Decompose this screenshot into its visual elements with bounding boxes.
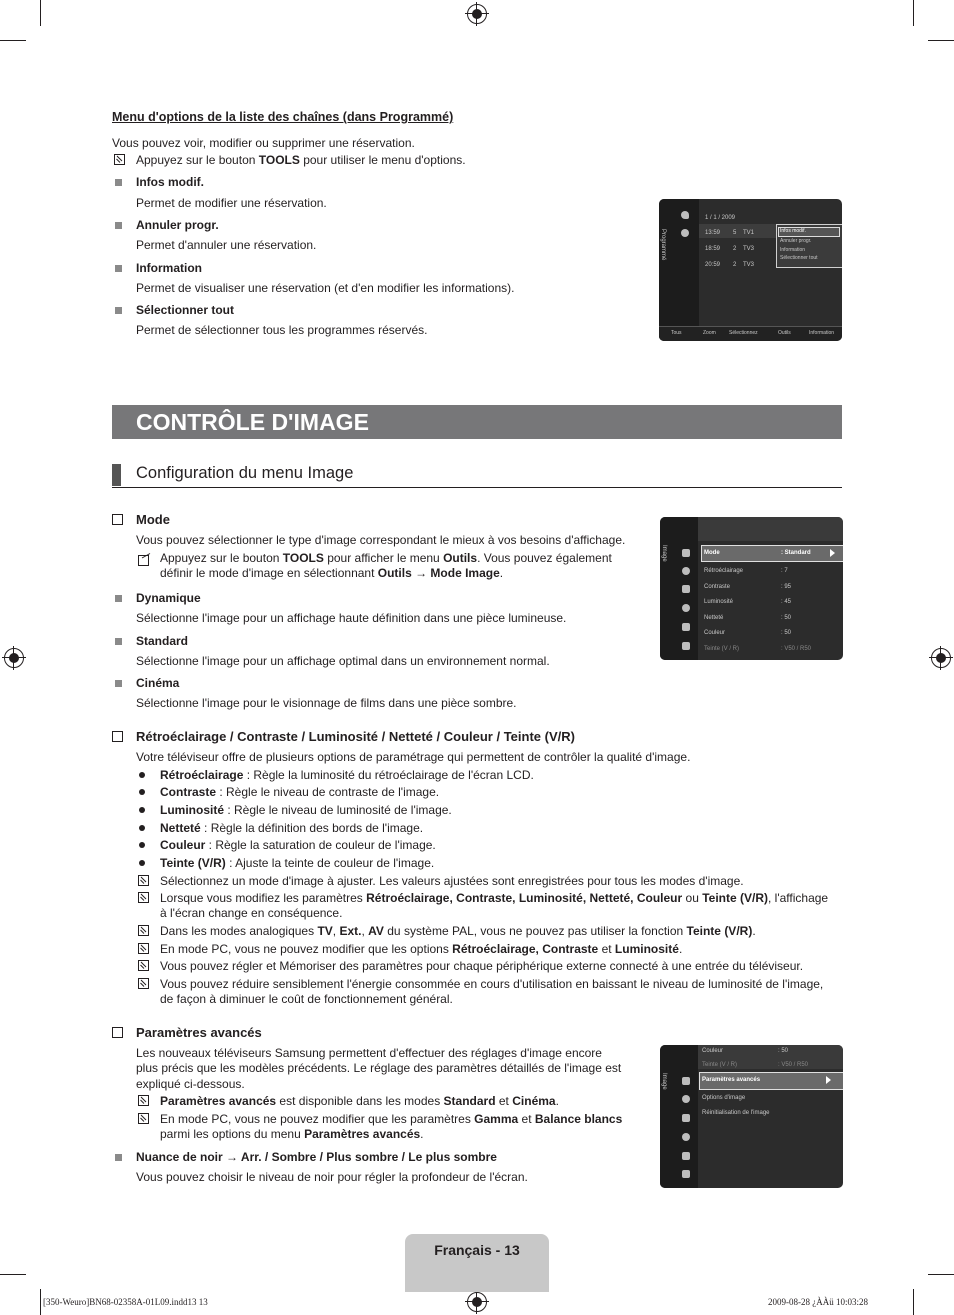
menu-row-label: Netteté	[704, 615, 724, 621]
mode-note: Appuyez sur le bouton TOOLS pour afficher le menu Outils. Vous pouvez également	[160, 551, 612, 565]
bullet-square	[115, 307, 122, 314]
screen-side-label: Image	[661, 545, 667, 562]
mode-item-title: Standard	[136, 634, 189, 648]
popup-item: Sélectionner tout	[780, 255, 818, 261]
retro-heading: Rétroéclairage / Contraste / Luminosité / Netteté / Couleur / Teinte (V/R)	[136, 729, 575, 744]
mode-item-desc: Sélectionne l'image pour un affichage haute définition dans une pièce lumineuse.	[136, 611, 567, 625]
registration-mark-icon	[931, 648, 951, 668]
adv-paragraph: plus précis que les modèles précédents. Le réglage des paramètres détaillés de l'image est	[136, 1061, 622, 1075]
footer-item: Sélectionnez	[729, 330, 758, 336]
bullet-dot	[139, 825, 145, 831]
popup-item: Infos modif.	[780, 228, 806, 234]
row-time: 18:59	[705, 246, 721, 252]
menu-row-label: Réinitialisation de l'image	[702, 1110, 770, 1116]
adv-heading: Paramètres avancés	[136, 1025, 262, 1040]
screen-date: 1 / 1 / 2009	[705, 215, 736, 221]
print-file-info: [350-Weuro]BN68-02358A-01L09.indd13 13	[43, 1297, 208, 1307]
crop-mark	[913, 0, 914, 26]
menu-row-label: Paramètres avancés	[702, 1077, 761, 1083]
adv-paragraph: Les nouveaux téléviseurs Samsung permettent d'effectuer des réglages d'image encore	[136, 1046, 602, 1060]
section-subtitle: Menu d'options de la liste des chaînes (dans Programmé)	[112, 110, 454, 124]
retro-note: de façon à diminuer le coût de fonctionnement général.	[160, 992, 453, 1006]
adv-item-title: Nuance de noir → Arr. / Sombre / Plus sombre / Le plus sombre	[136, 1150, 497, 1164]
bullet-dot	[139, 842, 145, 848]
row-name: TV3	[743, 246, 755, 252]
footer-item: Outils	[778, 330, 791, 336]
menu-row-value: : 95	[781, 584, 792, 590]
menu-row-label: Rétroéclairage	[704, 568, 744, 574]
bullet-dot	[139, 807, 145, 813]
checkbox-icon	[112, 1027, 123, 1038]
checkbox-icon	[112, 514, 123, 525]
menu-row-label: Couleur	[702, 1048, 724, 1054]
bullet-square	[115, 595, 122, 602]
mode-item-desc: Sélectionne l'image pour le visionnage de films dans une pièce sombre.	[136, 696, 517, 710]
option-desc: Permet d'annuler une réservation.	[136, 238, 317, 252]
note-icon	[138, 978, 149, 989]
adv-note: En mode PC, vous ne pouvez modifier que les paramètres Gamma et Balance blancs	[160, 1112, 623, 1126]
note-icon	[138, 892, 149, 903]
chapter-title: CONTRÔLE D'IMAGE	[136, 409, 369, 435]
menu-row-label: Couleur	[704, 630, 726, 636]
note-icon	[138, 960, 149, 971]
bullet-square	[115, 222, 122, 229]
retro-bullet: Contraste : Règle le niveau de contraste de l'image.	[160, 785, 440, 799]
retro-note: Sélectionnez un mode d'image à ajuster. Les valeurs ajustées sont enregistrées pour tous les modes d'image.	[160, 874, 744, 888]
selected-row	[701, 545, 843, 562]
popup-item: Information	[780, 247, 806, 253]
row-name: TV1	[743, 230, 755, 236]
note-icon	[114, 154, 125, 165]
mode-heading: Mode	[136, 512, 170, 527]
crop-mark	[928, 1274, 954, 1275]
crop-mark	[913, 1289, 914, 1315]
footer-item: Information	[809, 330, 835, 336]
retro-bullet: Luminosité : Règle le niveau de luminosité de l'image.	[160, 803, 452, 817]
row-channel: 2	[733, 262, 737, 268]
crop-mark	[40, 1289, 41, 1315]
bullet-square	[115, 1154, 122, 1161]
sound-icon	[682, 1095, 690, 1103]
sound-icon	[682, 567, 690, 575]
picture-icon	[682, 549, 690, 557]
menu-row-value: : V50 / R50	[781, 646, 812, 652]
screen-side-label: Programmé	[660, 229, 666, 261]
tools-note-icon	[138, 553, 151, 566]
adv-note: Paramètres avancés est disponible dans les modes Standard et Cinéma.	[160, 1094, 559, 1108]
footer-item: Zoom	[703, 330, 716, 336]
option-title: Annuler progr.	[136, 218, 219, 232]
retro-bullet: Netteté : Règle la définition des bords de l'image.	[160, 821, 424, 835]
tv-screen-programme	[659, 199, 842, 341]
note-icon	[138, 875, 149, 886]
mode-item-title: Dynamique	[136, 591, 201, 605]
retro-note: Dans les modes analogiques TV, Ext., AV du système PAL, vous ne pouvez pas utiliser la fonction Teinte (V/R).	[160, 924, 756, 938]
note-icon	[138, 943, 149, 954]
adv-paragraph: expliqué ci-dessous.	[136, 1077, 245, 1091]
option-desc: Permet de sélectionner tous les programmes réservés.	[136, 323, 428, 337]
note-icon	[138, 1113, 149, 1124]
print-date-info: 2009-08-28 ¿ÀÀü 10:03:28	[768, 1297, 868, 1307]
option-desc: Permet de visualiser une réservation (et d'en modifier les informations).	[136, 281, 515, 295]
menu-row-value: : 45	[781, 599, 792, 605]
setup-icon	[682, 604, 690, 612]
note-text: Appuyez sur le bouton TOOLS pour utiliser le menu d'options.	[136, 153, 466, 167]
section-title: Configuration du menu Image	[136, 464, 354, 482]
menu-row-label: Teinte (V / R)	[702, 1062, 738, 1068]
retro-bullet: Rétroéclairage : Règle la luminosité du rétroéclairage de l'écran LCD.	[160, 768, 534, 782]
popup-item: Annuler progr.	[780, 238, 812, 244]
option-desc: Permet de modifier une réservation.	[136, 196, 327, 210]
input-icon	[682, 623, 690, 631]
section-rule	[112, 487, 842, 488]
options-popup	[776, 224, 842, 268]
mode-paragraph: Vous pouvez sélectionner le type d'image correspondant le mieux à vos besoins d'affichage.	[136, 533, 626, 547]
retro-note: Lorsque vous modifiez les paramètres Rétroéclairage, Contraste, Luminosité, Netteté, Couleur ou Teinte (V/R), l'affichage	[160, 891, 829, 905]
retro-note: Vous pouvez réduire sensiblement l'énergie consommée en cours d'utilisation en baissant le niveau de luminosité de l'image,	[160, 977, 824, 991]
menu-row-label: Options d'image	[702, 1095, 746, 1101]
checkbox-icon	[112, 731, 123, 742]
footer-item: Tous	[671, 330, 682, 336]
option-title: Infos modif.	[136, 175, 204, 189]
arrow-right-icon	[830, 549, 835, 557]
mode-item-title: Cinéma	[136, 676, 180, 690]
bullet-square	[115, 179, 122, 186]
heart-icon	[681, 211, 689, 219]
bullet-dot	[139, 772, 145, 778]
menu-row-value: : V50 / R50	[778, 1062, 809, 1068]
note-icon	[138, 925, 149, 936]
arrow-right-icon	[826, 1076, 831, 1084]
retro-bullet: Couleur : Règle la saturation de couleur de l'image.	[160, 838, 436, 852]
page-number: Français - 13	[434, 1242, 520, 1258]
clock-icon	[681, 229, 689, 237]
option-title: Information	[136, 261, 202, 275]
picture-icon	[682, 1077, 690, 1085]
support-icon	[682, 1170, 690, 1178]
retro-note: Vous pouvez régler et Mémoriser des paramètres pour chaque périphérique externe connecté à une entrée du téléviseur.	[160, 959, 804, 973]
retro-bullet: Teinte (V/R) : Ajuste la teinte de couleur de l'image.	[160, 856, 435, 870]
mode-note: définir le mode d'image en sélectionnant Outils → Mode Image.	[160, 566, 504, 580]
row-name: TV3	[743, 262, 755, 268]
retro-note: En mode PC, vous ne pouvez modifier que les options Rétroéclairage, Contraste et Luminosité.	[160, 942, 683, 956]
tv-screen-image-menu	[660, 517, 843, 660]
bullet-square	[115, 680, 122, 687]
menu-row-label: Luminosité	[704, 599, 734, 605]
support-icon	[682, 642, 690, 650]
row-time: 20:59	[705, 262, 721, 268]
crop-mark	[40, 0, 41, 26]
bullet-square	[115, 638, 122, 645]
bullet-dot	[139, 860, 145, 866]
menu-row-value: : 7	[781, 568, 788, 574]
section-marker	[112, 464, 121, 486]
tv-screen-advanced	[660, 1045, 843, 1188]
adv-item-desc: Vous pouvez choisir le niveau de noir pour régler la profondeur de l'écran.	[136, 1170, 528, 1184]
menu-row-value: : Standard	[781, 550, 811, 556]
crop-mark	[0, 1274, 26, 1275]
crop-mark	[928, 40, 954, 41]
mode-item-desc: Sélectionne l'image pour un affichage optimal dans un environnement normal.	[136, 654, 550, 668]
menu-row-value: : 50	[781, 630, 792, 636]
retro-intro: Votre téléviseur offre de plusieurs options de paramétrage qui permettent de contrôler la qualité d'image.	[136, 750, 691, 764]
registration-mark-icon	[467, 1292, 487, 1312]
row-channel: 5	[733, 230, 737, 236]
menu-row-label: Contraste	[704, 584, 731, 590]
intro-text: Vous pouvez voir, modifier ou supprimer une réservation.	[112, 136, 415, 150]
bullet-dot	[139, 789, 145, 795]
screen-side-label: Image	[661, 1073, 667, 1090]
row-time: 13:59	[705, 230, 721, 236]
menu-row-value: : 50	[781, 615, 792, 621]
option-title: Sélectionner tout	[136, 303, 235, 317]
menu-row-label: Mode	[704, 550, 720, 556]
registration-mark-icon	[4, 648, 24, 668]
crop-mark	[0, 40, 26, 41]
note-icon	[138, 1095, 149, 1106]
retro-note: à l'écran change en conséquence.	[160, 906, 343, 920]
setup-icon	[682, 1133, 690, 1141]
channel-icon	[682, 1114, 690, 1122]
registration-mark-icon	[467, 4, 487, 24]
bullet-square	[115, 265, 122, 272]
adv-note: parmi les options du menu Paramètres avancés.	[160, 1127, 424, 1141]
menu-row-label: Teinte (V / R)	[704, 646, 740, 652]
input-icon	[682, 1152, 690, 1160]
channel-icon	[682, 585, 690, 593]
menu-row-value: : 50	[778, 1048, 789, 1054]
row-channel: 2	[733, 246, 737, 252]
